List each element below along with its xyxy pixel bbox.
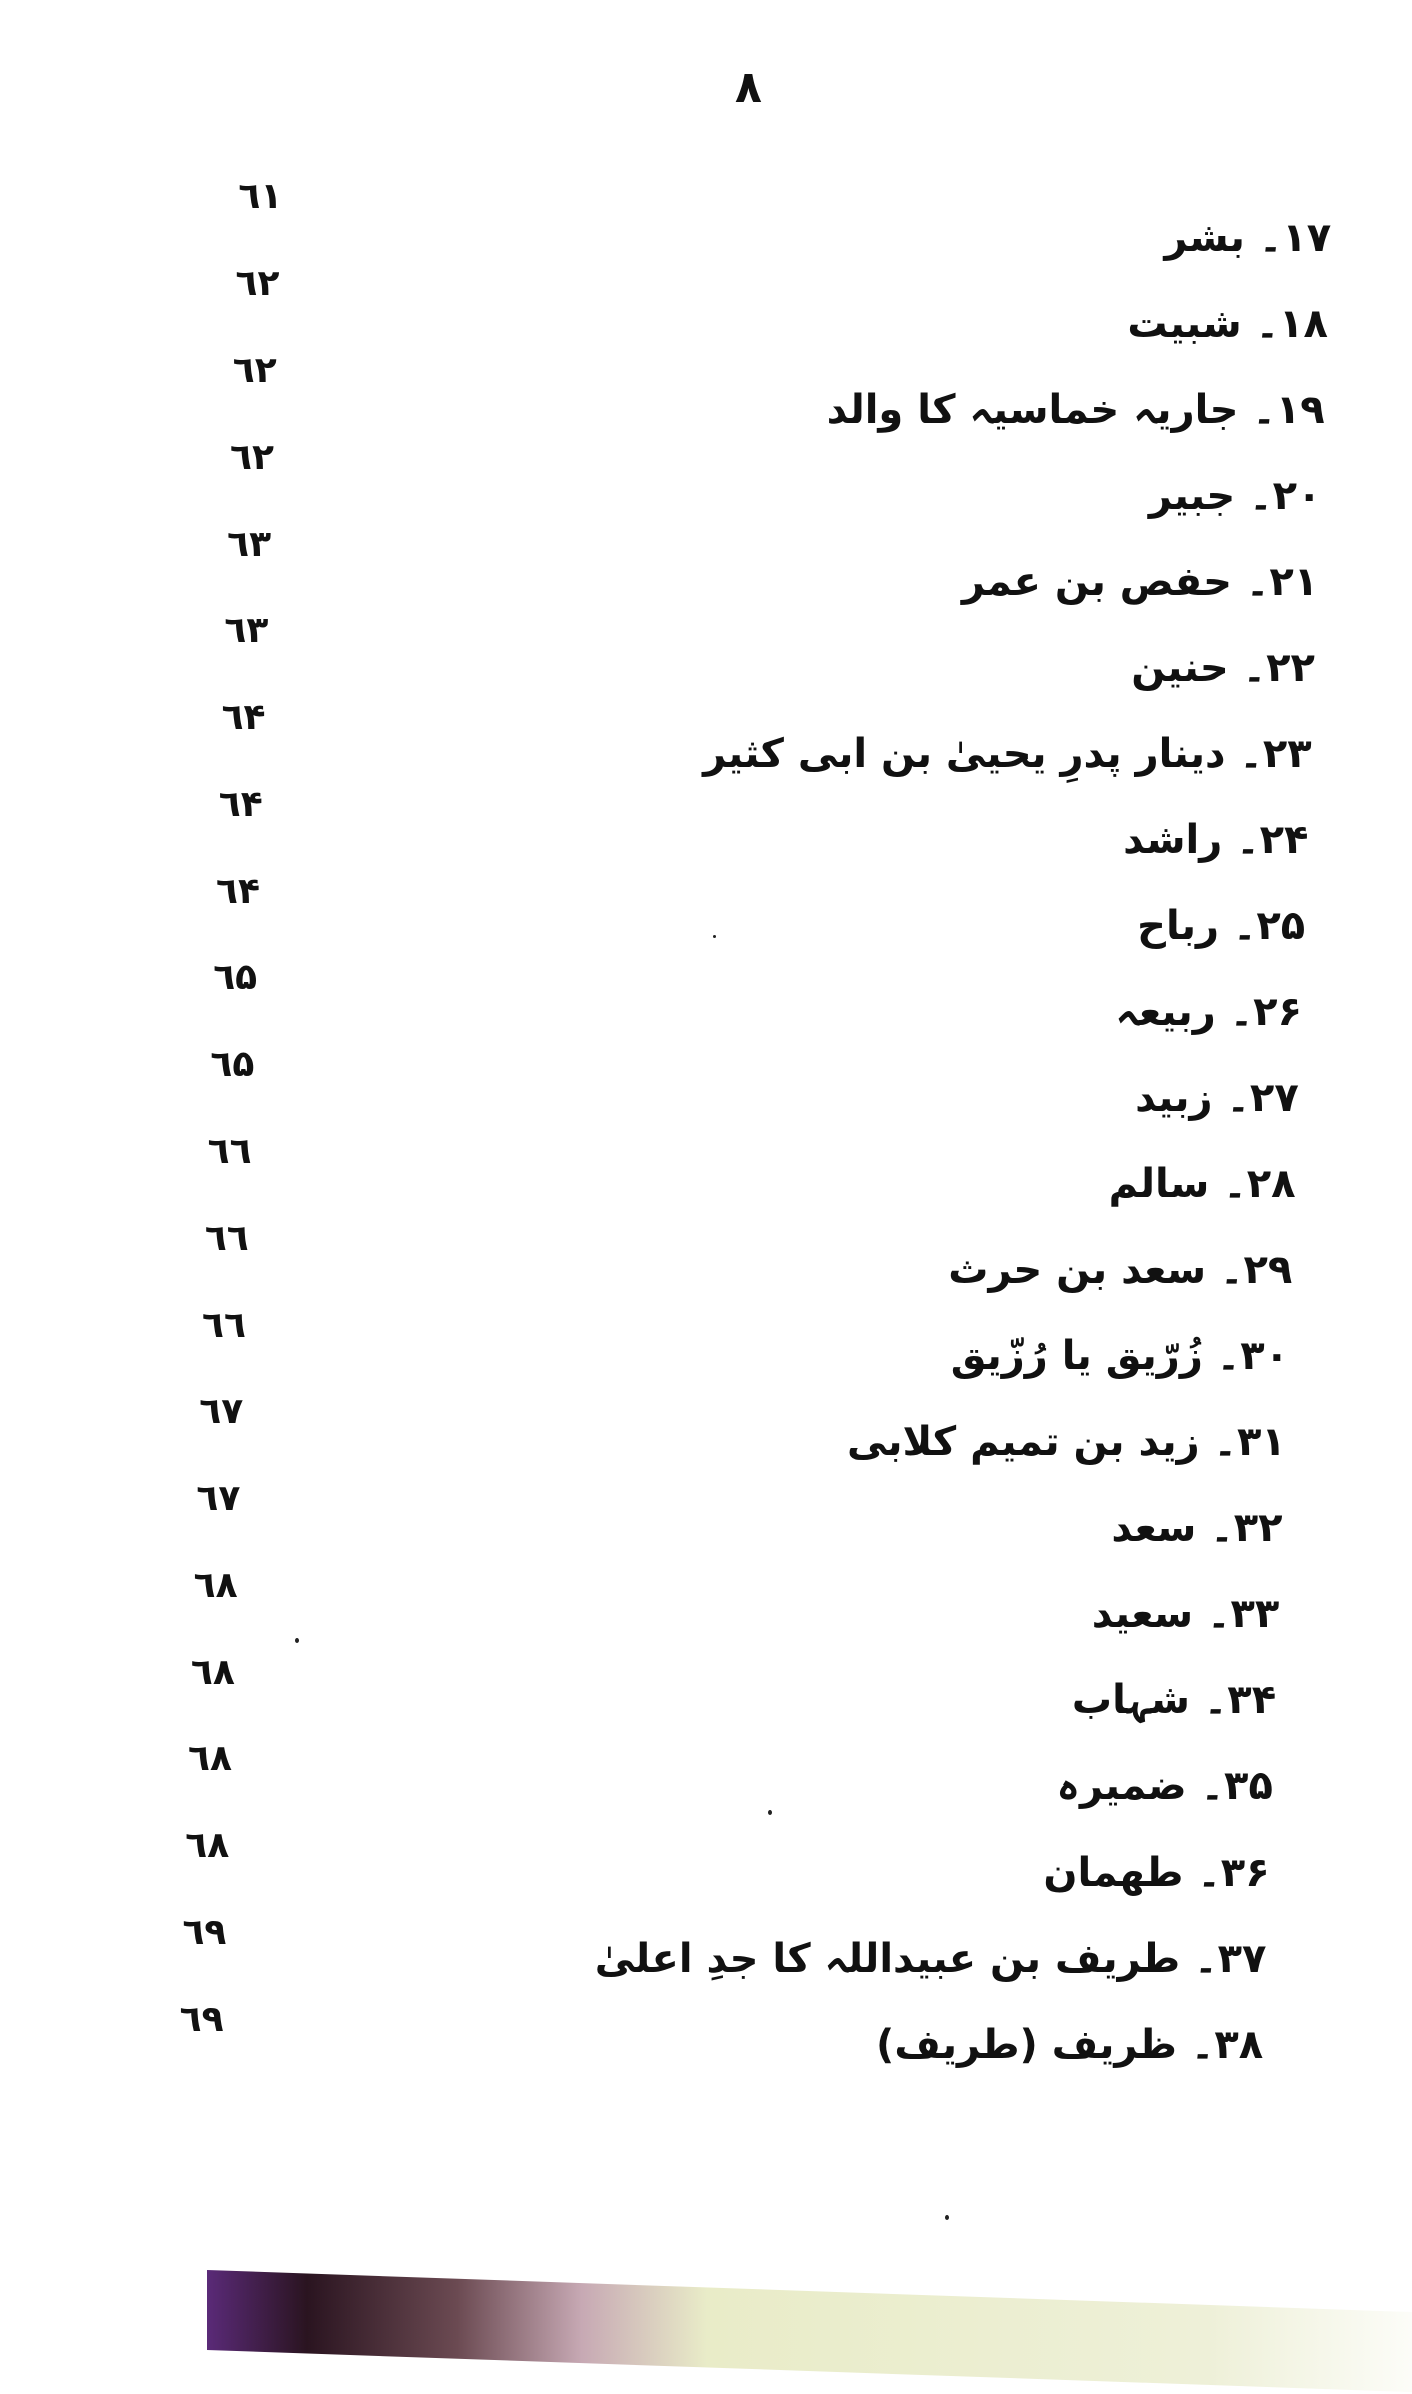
toc-page-number: ٦٧: [196, 1478, 241, 1520]
toc-entry: ۳۶۔ طھمان: [1043, 1849, 1270, 1896]
toc-entry: ۳۰۔ زُرّیق یا رُزّیق: [950, 1333, 1290, 1380]
toc-entry: ۲۰۔ جبیر: [1148, 472, 1322, 519]
toc-entry: ۱۷۔ بشر: [1164, 214, 1332, 261]
toc-page-number: ٦۵: [213, 957, 258, 999]
toc-entry: ۲۵۔ رباح: [1137, 903, 1306, 950]
toc-entry: ۲۹۔ سعد بن حرث: [948, 1247, 1293, 1294]
toc-entry: ۲۲۔ حنین: [1131, 644, 1315, 691]
toc-page-number: ٦٦: [202, 1304, 246, 1346]
scan-speck: [713, 935, 716, 938]
scan-speck: [768, 1810, 772, 1815]
toc-page-number: ٦٣: [227, 523, 272, 565]
toc-entry: ۳۲۔ سعد: [1111, 1505, 1283, 1552]
toc-page-number: ٦۵: [210, 1044, 255, 1086]
toc-entry: ۲۶۔ ربیعہ: [1115, 989, 1302, 1036]
toc-entry: ۲۸۔ سالم: [1108, 1161, 1296, 1208]
toc-page-number: ٦۴: [218, 783, 263, 825]
toc-page-number: ٦٣: [224, 610, 269, 652]
toc-page-number: ٦٨: [185, 1825, 230, 1867]
toc-page-number: ٦٦: [204, 1217, 249, 1259]
toc-entry: ۲۱۔ حفص بن عمر: [961, 558, 1319, 605]
scan-edge-shadow: [207, 2270, 1412, 2394]
toc-page-number: ٦٧: [199, 1391, 244, 1433]
toc-page-number: ٦٩: [179, 1998, 224, 2040]
toc-entry: ۳۳۔ سعید: [1091, 1591, 1280, 1638]
toc-page-number: ٦٨: [188, 1738, 233, 1780]
toc-entry: ۳۱۔ زید بن تمیم کلابی: [847, 1419, 1286, 1466]
toc-entry: ۳۴۔ شہاب: [1071, 1677, 1277, 1724]
toc-page-number: ٦٨: [190, 1651, 235, 1693]
toc-entry: ۱۸۔ شبیت: [1127, 300, 1328, 347]
scan-speck: [295, 1638, 299, 1643]
toc-page-number: ٦۴: [221, 697, 266, 739]
toc-entry: ۲۳۔ دینار پدرِ یحییٰ بن ابی کثیر: [703, 730, 1312, 777]
toc-entry: ۳۷۔ طریف بن عبیداللہ کا جدِ اعلیٰ: [594, 1935, 1267, 1982]
toc-page-number: ٦۴: [215, 870, 260, 912]
toc-page-number: ٦٦: [207, 1131, 252, 1172]
toc-page-number: ٦٩: [182, 1912, 227, 1954]
toc-entry: ۲۴۔ راشد: [1123, 816, 1309, 863]
toc-page-number: ٦٨: [193, 1564, 238, 1606]
toc-page-number: ٦١: [238, 176, 283, 218]
toc-page-number: ٦٢: [235, 263, 280, 305]
scan-speck: [945, 2215, 949, 2220]
toc-entry: ۳۵۔ ضمیرہ: [1056, 1763, 1273, 1810]
toc-page-number: ٦٢: [232, 350, 277, 391]
page-number: ٨: [735, 62, 762, 113]
toc-page-number: ٦٢: [229, 436, 274, 478]
toc-entry: ۱۹۔ جاریہ خماسیہ کا والد: [826, 386, 1325, 433]
toc-entry: ۳۸۔ ظریف (طریف): [876, 2021, 1264, 2068]
toc-entry: ۲۷۔ زبید: [1135, 1075, 1299, 1122]
